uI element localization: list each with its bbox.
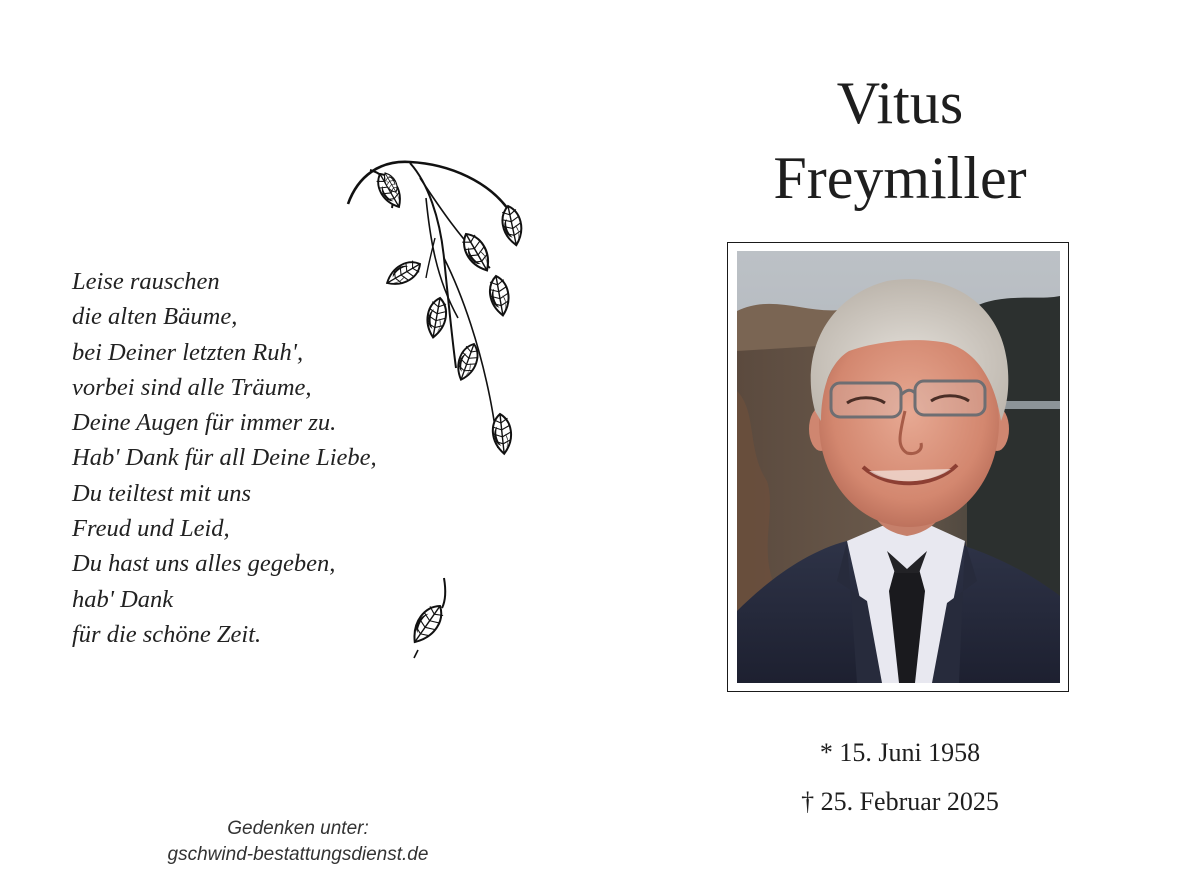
first-name: Vitus (836, 70, 964, 136)
last-name: Freymiller (773, 145, 1027, 211)
memorial-url[interactable]: gschwind-bestattungsdienst.de (167, 844, 429, 865)
birth-date: * 15. Juni 1958 (819, 738, 981, 767)
memorial-link[interactable] (138, 816, 458, 868)
poem-line: Du hast uns alles gegeben, (72, 550, 336, 578)
poem-line: die alten Bäume, (72, 303, 238, 331)
birch-branch-icon (340, 148, 550, 488)
poem-line: für die schöne Zeit. (72, 620, 262, 648)
memorial-label: Gedenken unter: (227, 818, 369, 839)
poem-line: Deine Augen für immer zu. (72, 409, 337, 437)
poem-line: bei Deiner letzten Ruh', (72, 338, 304, 366)
death-date: † 25. Februar 2025 (801, 787, 999, 816)
poem-line: Leise rauschen (72, 268, 220, 295)
falling-leaf-icon (400, 572, 470, 662)
portrait-photo (737, 251, 1060, 683)
poem-line: Hab' Dank für all Deine Liebe, (72, 444, 377, 472)
poem-line: hab' Dank (72, 585, 174, 613)
poem (72, 264, 377, 652)
poem-line: vorbei sind alle Träume, (72, 373, 312, 401)
poem-line: Freud und Leid, (72, 515, 230, 543)
poem-line: Du teiltest mit uns (72, 479, 251, 507)
